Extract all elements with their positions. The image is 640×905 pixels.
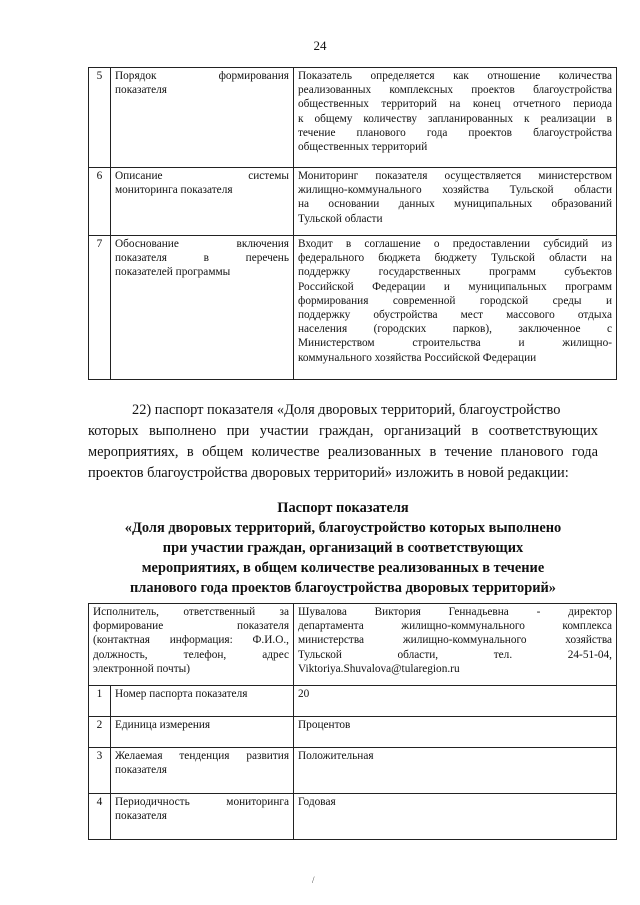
row-value: 20 bbox=[294, 686, 617, 717]
row-text: Показатель определяется как отношение количества реализованных комплексных проектов благоустройства общественных территорий на конец отчетного периода к общему количеству запланированных к реализации в течение планового года проектов благоустройства общественных территорий bbox=[294, 68, 617, 168]
passport-table bbox=[88, 603, 617, 840]
row-label: Описание системы мониторинга показателя bbox=[111, 168, 294, 236]
amendment-paragraph bbox=[88, 400, 598, 484]
row-number: 1 bbox=[89, 686, 111, 717]
row-label: Желаемая тенденция развития показателя bbox=[111, 748, 294, 794]
passport-subtitle-line: мероприятиях, в общем количестве реализованных в течение bbox=[141, 560, 545, 576]
row-number: 3 bbox=[89, 748, 111, 794]
paragraph-first-line: 22) паспорт показателя «Доля дворовых территорий, благоустройство bbox=[132, 402, 561, 418]
row-number: 4 bbox=[89, 794, 111, 840]
table-row bbox=[89, 686, 617, 717]
footer-mark: / bbox=[312, 875, 315, 885]
row-label: Периодичность мониторинга показателя bbox=[111, 794, 294, 840]
passport-subtitle-line: «Доля дворовых территорий, благоустройство которых выполнено bbox=[124, 520, 562, 536]
paragraph-body: которых выполнено при участии граждан, организаций в соответствующих мероприятиях, в общем количестве реализованных в течение планового года проектов благоустройства дворовых территорий» изложить в новой редакции: bbox=[88, 423, 598, 481]
table-row bbox=[89, 168, 617, 236]
row-number: 6 bbox=[89, 168, 111, 236]
executor-label: Исполнитель, ответственный за формирование показателя (контактная информация: Ф.И.О., должность, телефон, адрес электронной почты) bbox=[89, 604, 294, 686]
indicator-table-continued bbox=[88, 67, 617, 380]
page-number: 24 bbox=[313, 38, 327, 53]
row-label: Номер паспорта показателя bbox=[111, 686, 294, 717]
table-row bbox=[89, 748, 617, 794]
row-label: Единица измерения bbox=[111, 717, 294, 748]
row-text: Мониторинг показателя осуществляется министерством жилищно-коммунального хозяйства Тульской области на основании данных муниципальных образований Тульской области bbox=[294, 168, 617, 236]
table-row-executor bbox=[89, 604, 617, 686]
row-value: Процентов bbox=[294, 717, 617, 748]
table-row bbox=[89, 236, 617, 380]
row-value: Положительная bbox=[294, 748, 617, 794]
passport-subtitle-line: планового года проектов благоустройства дворовых территорий» bbox=[129, 580, 557, 596]
row-number: 7 bbox=[89, 236, 111, 380]
table-row bbox=[89, 717, 617, 748]
passport-title bbox=[88, 498, 598, 598]
table-row bbox=[89, 794, 617, 840]
row-text: Входит в соглашение о предоставлении субсидий из федерального бюджета бюджету Тульской области на поддержку государственных программ субъектов Российской Федерации и муниципальных программ формирования современной городской среды и поддержку обустройства мест массового отдыха населения (городских парков), заключенное с Министерством строительства и жилищно- коммунального хозяйства Российской Федерации bbox=[294, 236, 617, 380]
row-value: Годовая bbox=[294, 794, 617, 840]
row-label: Обоснование включения показателя в перечень показателей программы bbox=[111, 236, 294, 380]
row-label: Порядок формирования показателя bbox=[111, 68, 294, 168]
row-number: 2 bbox=[89, 717, 111, 748]
passport-subtitle-line: при участии граждан, организаций в соответствующих bbox=[162, 540, 524, 556]
passport-heading: Паспорт показателя bbox=[277, 500, 409, 516]
table-row bbox=[89, 68, 617, 168]
executor-value: Шувалова Виктория Геннадьевна - директор департамента жилищно-коммунального комплекса министерства жилищно-коммунального хозяйства Тульской области, тел. 24-51-04, Viktoriya.Shuvalova@tularegion.ru bbox=[294, 604, 617, 686]
row-number: 5 bbox=[89, 68, 111, 168]
